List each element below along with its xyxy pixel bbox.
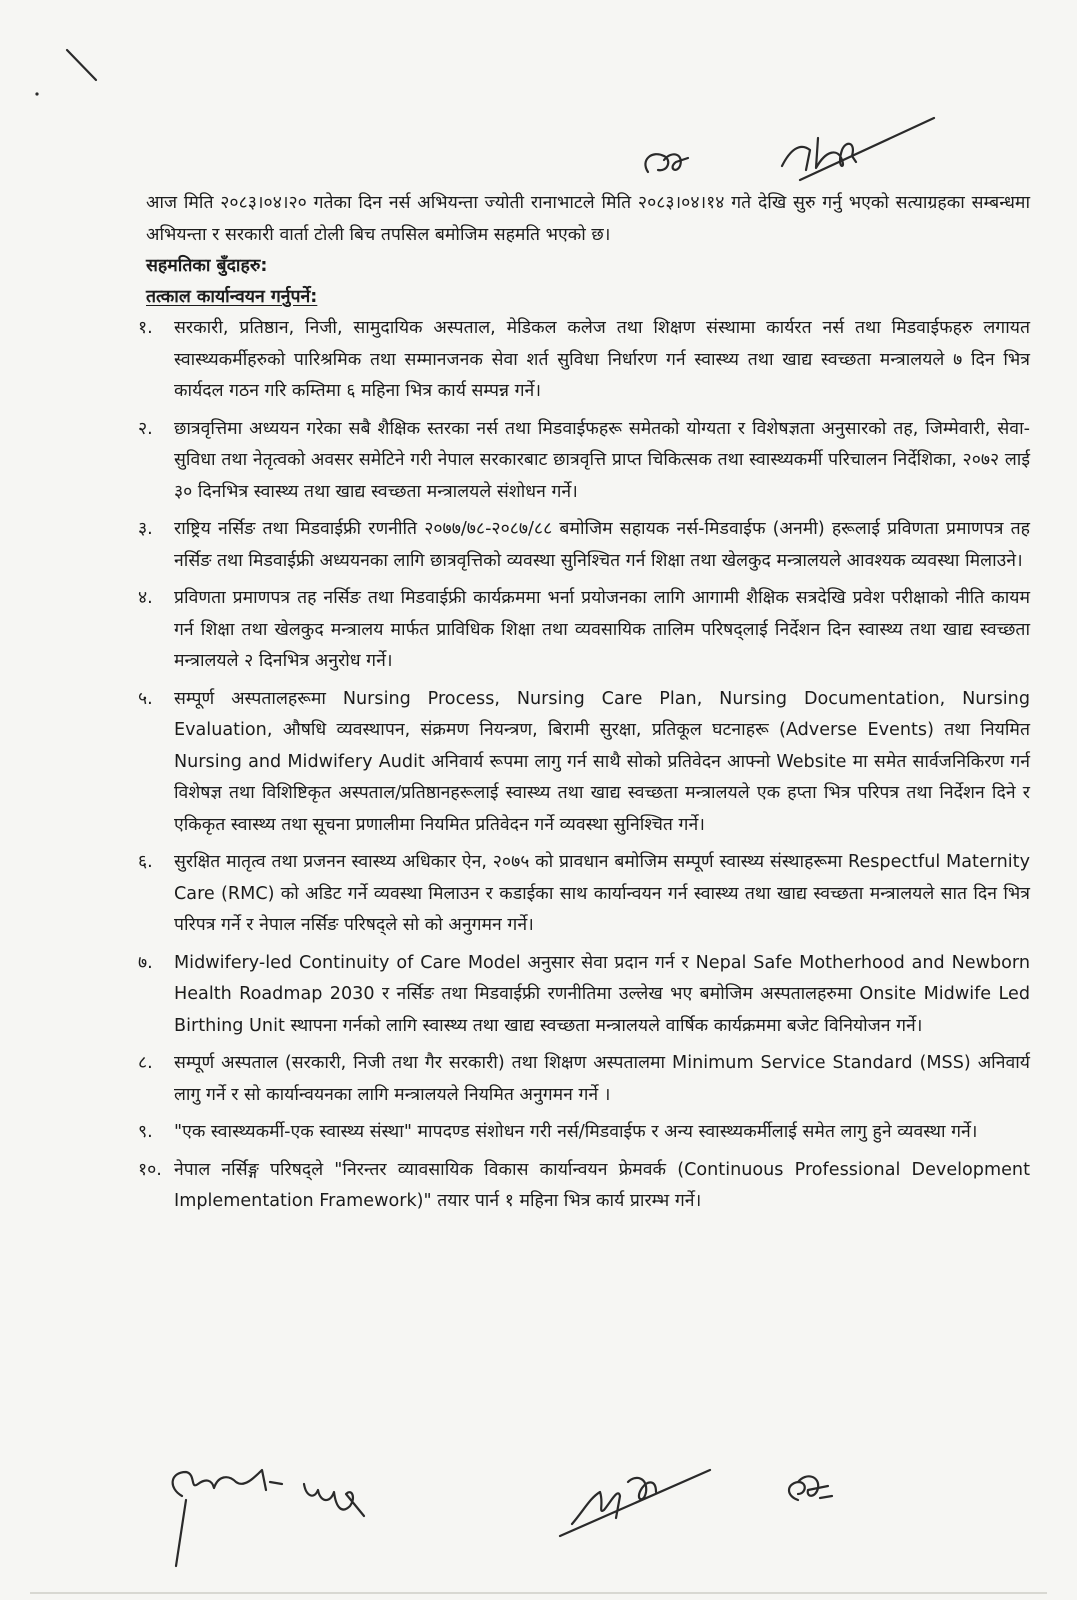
item-number: ५.	[138, 688, 153, 709]
initials-top-left	[645, 154, 688, 172]
scan-edge-divider	[30, 1592, 1047, 1594]
item-number: १.	[138, 318, 153, 338]
item-number: ४.	[138, 588, 153, 608]
agreement-points-heading: सहमतिका बुँदाहरु:	[146, 256, 268, 276]
immediate-implementation-heading: तत्काल कार्यान्वयन गर्नुपर्ने:	[146, 287, 318, 307]
list-item	[138, 948, 1030, 1043]
list-item	[138, 1048, 1030, 1111]
list-item	[138, 1155, 1030, 1218]
signature-bottom-left-2	[304, 1484, 364, 1516]
item-number: ३.	[138, 519, 153, 539]
list-item	[138, 847, 1030, 942]
list-item	[138, 514, 1030, 577]
item-text: सुरक्षित मातृत्व तथा प्रजनन स्वास्थ्य अधिकार ऐन, २०७५ को प्रावधान बमोजिम सम्पूर्ण स्वास्थ्य संस्थाहरूमा Respectful Maternity Care (RMC) को अडिट गर्ने व्यवस्था मिलाउन र कडाईका साथ कार्यान्वयन गर्न स्वास्थ्य तथा खाद्य स्वच्छता मन्त्रालयले सात दिन भित्र परिपत्र गर्ने र नेपाल नर्सिङ परिषद्ले सो को अनुगमन गर्ने।	[174, 852, 1030, 935]
agreement-body	[138, 188, 1030, 1224]
item-number: ९.	[138, 1122, 153, 1142]
item-text: Midwifery-led Continuity of Care Model अनुसार सेवा प्रदान गर्न र Nepal Safe Motherhood and Newborn Health Roadmap 2030 र नर्सिङ तथा मिडवाईफ्री रणनीतिमा उल्लेख भए बमोजिम अस्पतालहरुमा Onsite Midwife Led Birthing Unit स्थापना गर्नको लागि स्वास्थ्य तथा खाद्य स्वच्छता मन्त्रालयले वार्षिक कार्यक्रममा बजेट विनियोजन गर्ने।	[174, 952, 1030, 1036]
initials-bottom-right	[789, 1476, 832, 1500]
signature-bottom-left-1	[173, 1470, 282, 1566]
item-text: राष्ट्रिय नर्सिङ तथा मिडवाईफ्री रणनीति २०७७/७८-२०८७/८८ बमोजिम सहायक नर्स-मिडवाईफ (अनमी) हरूलाई प्रविणता प्रमाणपत्र तह नर्सिङ तथा मिडवाईफ्री अध्ययनका लागि छात्रवृत्तिको व्यवस्था सुनिश्चित गर्न शिक्षा तथा खेलकुद मन्त्रालयले आवश्यक व्यवस्था मिलाउने।	[174, 519, 1030, 571]
signature-bottom-center	[560, 1470, 710, 1536]
pen-dot-mark	[35, 92, 38, 95]
item-text: "एक स्वास्थ्यकर्मी-एक स्वास्थ्य संस्था" मापदण्ड संशोधन गरी नर्स/मिडवाईफ र अन्य स्वास्थ्यकर्मीलाई समेत लागु हुने व्यवस्था गर्ने।	[174, 1122, 978, 1142]
item-number: ६.	[138, 852, 153, 872]
list-item	[138, 414, 1030, 509]
item-text: नेपाल नर्सिङ्ग परिषद्ले "निरन्तर व्यावसायिक विकास कार्यान्वयन फ्रेमवर्क (Continuous Professional Development Implementation Framework)" तयार पार्न १ महिना भित्र कार्य प्रारम्भ गर्ने।	[174, 1159, 1030, 1211]
item-text: सम्पूर्ण अस्पताल (सरकारी, निजी तथा गैर सरकारी) तथा शिक्षण अस्पतालमा Minimum Service Standard (MSS) अनिवार्य लागु गर्ने र सो कार्यान्वयनका लागि मन्त्रालयले नियमित अनुगमन गर्ने ।	[174, 1053, 1030, 1105]
list-item	[138, 1117, 1030, 1149]
pen-stroke-mark	[67, 50, 96, 80]
item-text: सरकारी, प्रतिष्ठान, निजी, सामुदायिक अस्पताल, मेडिकल कलेज तथा शिक्षण संस्थामा कार्यरत नर्स तथा मिडवाईफहरु लगायत स्वास्थ्यकर्मीहरुको पारिश्रमिक तथा सम्मानजनक सेवा शर्त सुविधा निर्धारण गर्न स्वास्थ्य तथा खाद्य स्वच्छता मन्त्रालयले ७ दिन भित्र कार्यदल गठन गरि कम्तिमा ६ महिना भित्र कार्य सम्पन्न गर्ने।	[174, 318, 1030, 401]
signature-top-right	[782, 118, 934, 180]
item-text: छात्रवृत्तिमा अध्ययन गरेका सबै शैक्षिक स्तरका नर्स तथा मिडवाईफहरू समेतको योग्यता र विशेषज्ञता अनुसारको तह, जिम्मेवारी, सेवा-सुविधा तथा नेतृत्वको अवसर समेटिने गरी नेपाल सरकारबाट छात्रवृत्ति प्राप्त चिकित्सक तथा स्वास्थ्यकर्मी परिचालन निर्देशिका, २०७२ लाई ३० दिनभित्र स्वास्थ्य तथा खाद्य स्वच्छता मन्त्रालयले संशोधन गर्ने।	[174, 418, 1030, 502]
item-number: ७.	[138, 952, 153, 973]
item-text: सम्पूर्ण अस्पतालहरूमा Nursing Process, Nursing Care Plan, Nursing Documentation, Nursing Evaluation, औषधि व्यवस्थापन, संक्रमण नियन्त्रण, बिरामी सुरक्षा, प्रतिकूल घटनाहरू (Adverse Events) तथा नियमित Nursing and Midwifery Audit अनिवार्य रूपमा लागु गर्न साथै सोको प्रतिवेदन आफ्नो Website मा समेत सार्वजनिकिरण गर्न विशेषज्ञ तथा विशिष्टिकृत अस्पताल/प्रतिष्ठानहरूलाई स्वास्थ्य तथा खाद्य स्वच्छता मन्त्रालयले एक हप्ता भित्र परिपत्र तथा निर्देशन दिने र एकिकृत स्वास्थ्य तथा सूचना प्रणालीमा नियमित प्रतिवेदन गर्ने व्यवस्था सुनिश्चित गर्ने।	[174, 688, 1030, 835]
agreement-list	[138, 313, 1030, 1218]
list-item	[138, 313, 1030, 408]
list-item	[138, 583, 1030, 678]
item-number: १०.	[138, 1159, 162, 1180]
item-number: २.	[138, 418, 153, 439]
item-number: ८.	[138, 1053, 153, 1073]
list-item	[138, 684, 1030, 842]
intro-paragraph: आज मिति २०८३।०४।२० गतेका दिन नर्स अभियन्ता ज्योती रानाभाटले मिति २०८३।०४।१४ गते देखि सुरु गर्नु भएको सत्याग्रहका सम्बन्धमा अभियन्ता र सरकारी वार्ता टोली बिच तपसिल बमोजिम सहमति भएको छ।	[146, 193, 1030, 245]
item-text: प्रविणता प्रमाणपत्र तह नर्सिङ तथा मिडवाईफ्री कार्यक्रममा भर्ना प्रयोजनका लागि आगामी शैक्षिक सत्रदेखि प्रवेश परीक्षाको नीति कायम गर्न शिक्षा तथा खेलकुद मन्त्रालय मार्फत प्राविधिक शिक्षा तथा व्यवसायिक तालिम परिषद्लाई निर्देशन दिन स्वास्थ्य तथा खाद्य स्वच्छता मन्त्रालयले २ दिनभित्र अनुरोध गर्ने।	[174, 588, 1030, 671]
